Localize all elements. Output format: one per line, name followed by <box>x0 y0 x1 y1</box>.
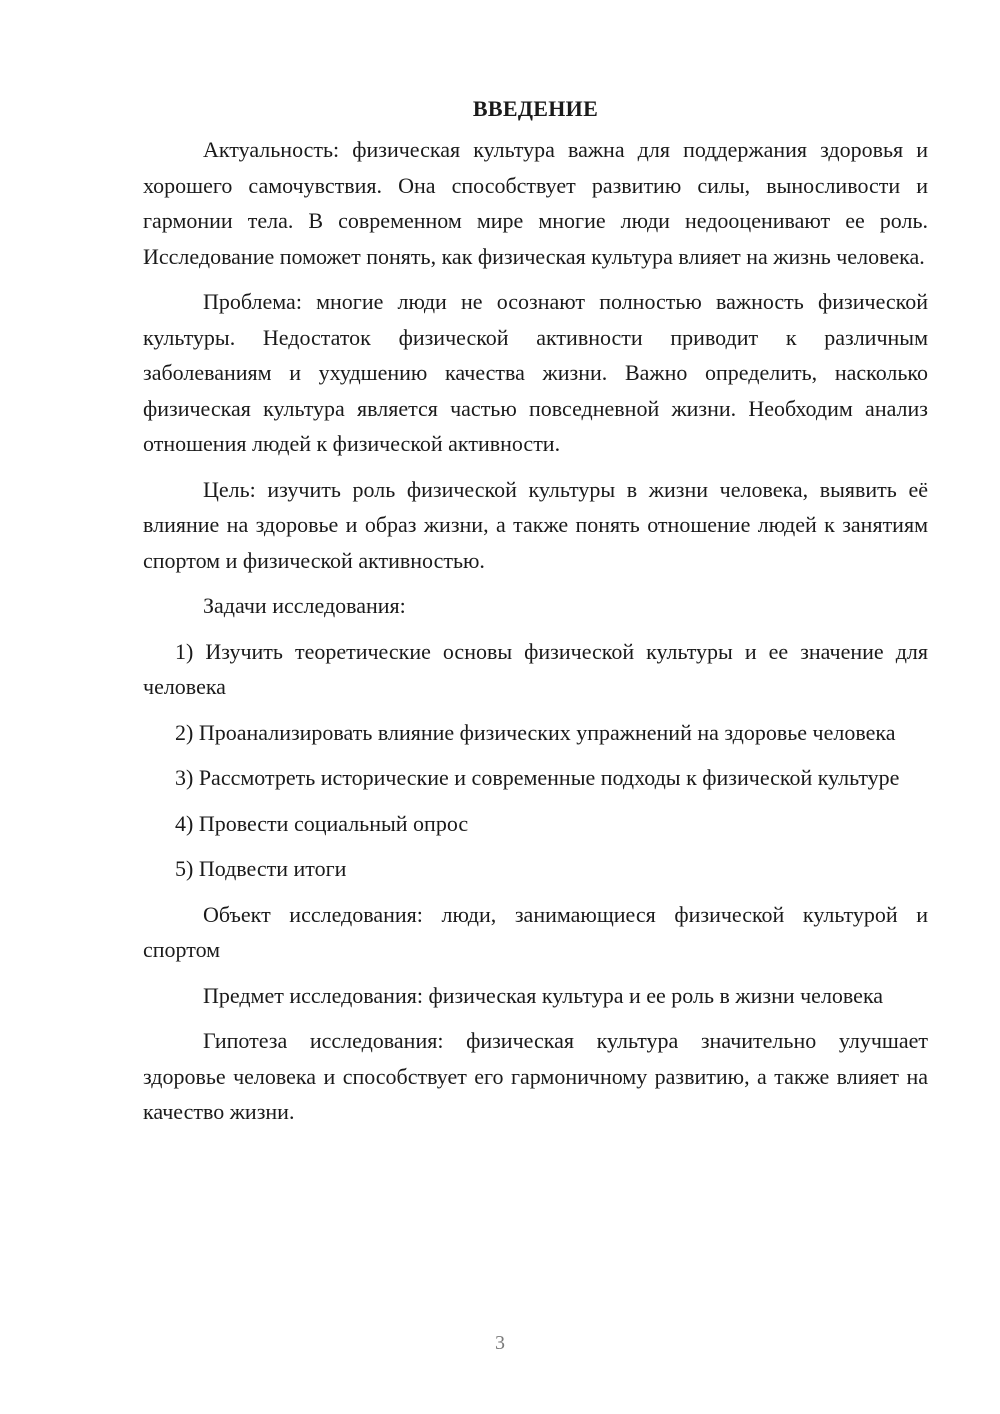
tasks-heading: Задачи исследования: <box>203 593 406 618</box>
task-item-1: 1) Изучить теоретические основы физической культуры и ее значение для человека <box>143 638 928 699</box>
object-paragraph: Объект исследования: люди, занимающиеся физической культурой и спортом <box>143 901 928 962</box>
goal-paragraph: Цель: изучить роль физической культуры в жизни человека, выявить её влияние на здоровье и образ жизни, а также понять отношение людей к занятиям спортом и физической активностью. <box>143 476 928 573</box>
document-page <box>143 92 928 1140</box>
subject-paragraph: Предмет исследования: физическая культура и ее роль в жизни человека <box>203 982 884 1008</box>
task-item-2: 2) Проанализировать влияние физических упражнений на здоровье человека <box>175 719 896 745</box>
hypothesis-paragraph: Гипотеза исследования: физическая культура значительно улучшает здоровье человека и способствует его гармоничному развитию, а также влияет на качество жизни. <box>143 1028 928 1124</box>
task-item-5: 5) Подвести итоги <box>175 856 347 881</box>
task-item-4: 4) Провести социальный опрос <box>175 810 469 836</box>
page-title: ВВЕДЕНИЕ <box>472 96 599 121</box>
problem-paragraph: Проблема: многие люди не осознают полностью важность физической культуры. Недостаток физической активности приводит к различным заболеваниям и ухудшению качества жизни. Важно определить, насколько физическая культура является частью повседневной жизни. Необходим анализ отношения людей к физической активности. <box>143 289 928 456</box>
relevance-paragraph: Актуальность: физическая культура важна для поддержания здоровья и хорошего самочувствия. Она способствует развитию силы, выносливости и гармонии тела. В современном мире многие люди недооценивают ее роль. Исследование поможет понять, как физическая культура влияет на жизнь человека. <box>143 137 928 269</box>
page-number: 3 <box>495 1332 505 1354</box>
task-item-3: 3) Рассмотреть исторические и современные подходы к физической культуре <box>175 765 900 790</box>
